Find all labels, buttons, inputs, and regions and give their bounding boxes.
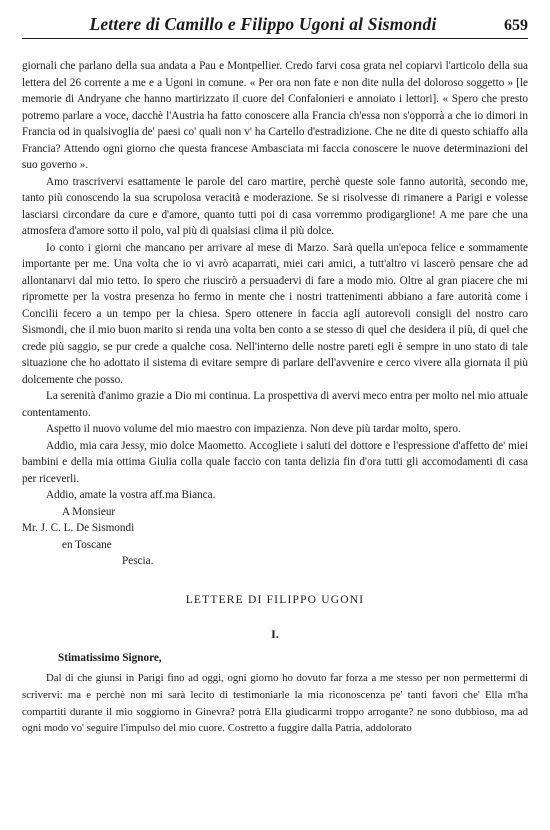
address-line-1: A Monsieur (62, 505, 116, 518)
page-header (22, 10, 528, 39)
page-number: 659 (504, 17, 528, 34)
paragraph-4: La serenità d'animo grazie a Dio mi continua. La prospettiva di avervi meco entra per molto nel mio attuale contentamento. (22, 390, 528, 419)
paragraph-2: Amo trascrivervi esattamente le parole del caro martire, perchè queste sole fanno autorità, secondo me, tanto più conoscendo la sua scrupolosa veracità e moderazione. Se si risolvesse di rimanere a Parigi e volesse lasciarsi circondare da cure e d'amore, quanto tutti poi di casa vorremmo prodigarglione! A me pare che una atmosfera d'amore sotto il polo, val più di qualsiasi clima il più dolce. (22, 175, 528, 237)
paragraph-6: Addio, mia cara Jessy, mio dolce Maometto. Accogliete i saluti del dottore e l'espressione d'affetto de' miei bambini e della mia ottima Giulia colla quale faccio con tanta delizia fin d'ora tutti gli accomodamenti di casa per riceverli. (22, 439, 528, 485)
letter-number: I. (271, 626, 279, 641)
letter-opening: Dal dì che giunsi in Parigi fino ad oggi, ogni giorno ho dovuto far forza a me stesso per non permettermi di scrivervi: ma e perchè non mi sarà lecito di testimoniarle la mia riconoscenza pe' tanti favori che' Ella m'ha compartiti durante il mio soggiorno in Ginevra? potrà Ella giudicarmi troppo arrogante? ne sono dubbioso, ma ad ogni modo vo' seguire l'impulso del mio cuore. Costretto a fuggire dalla Patria, addolorato (22, 672, 528, 735)
paragraph-1: giornali che parlano della sua andata a Pau e Montpellier. Credo farvi cosa grata nel copiarvi l'articolo della sua lettera del 26 corrente a me e a Ugoni in comune. « Per ora non fate e non dite nulla del doloroso soggetto » [le memorie di Andryane che hanno martirizzato il cuore del Confalonieri e annoiato i lettori]. « Spero che presto potremo parlare a voce, dacchè l'Austria ha fatto conoscere alla Francia ch'essa non s'opporrà a che io dimori in Francia od in qualsivoglia de' paesi co' quali non v' ha Cartello d'estradizione. Che ne dite di questo schiaffo alla Francia? Attendo ogni giorno che questa francese Ambasciata mi faccia conoscere le nuove determinazioni del suo governo ». (22, 60, 528, 171)
paragraph-5: Aspetto il nuovo volume del mio maestro con impazienza. Non deve più tardar molto, spero. (46, 423, 461, 435)
address-line-2: Mr. J. C. L. De Sismondi (22, 522, 135, 534)
salutation: Stimatissimo Signore, (58, 651, 162, 664)
paragraph-3: Io conto i giorni che mancano per arrivare al mese di Marzo. Sarà quella un'epoca felice e sommamente importante per me. Una volta che io vi avrò acaparrati, miei cari amici, a tutt'altro vi lascerò pensare che ad allontanarvi dal mio tetto. Io spero che riuscirò a persuadervi di fare a modo mio. Oltre al gran piacere che mi ripromette per la vostra presenza ho fermo in mente che i nostri trattenimenti abbiano a fare autorità come i Concilii fecero a un tempo per la chiesa. Spero ottenere in faccia agli autorevoli consigli del nostro caro Sismondi, che il mio buon marito si renda una volta ben conto a se stesso di quel che desidera il più, di quel che crede più saggio, se pur crede a qualche cosa. Nell'interno delle nostre pareti egli è sempre in uno stato di tale situazione che ho adottato il sistema di evitare sempre di parlare dell'avvenire e cerco vivere alla giornata il più dolcemente che posso. (22, 241, 528, 386)
closing-line: Addio, amate la vostra aff.ma Bianca. (46, 489, 216, 501)
section-title: LETTERE DI FILIPPO UGONI (185, 593, 365, 606)
address-line-4: Pescia. (122, 555, 154, 567)
running-title: Lettere di Camillo e Filippo Ugoni al Sismondi (89, 14, 437, 34)
page-body (22, 58, 528, 737)
address-line-3: en Toscane (62, 538, 112, 551)
